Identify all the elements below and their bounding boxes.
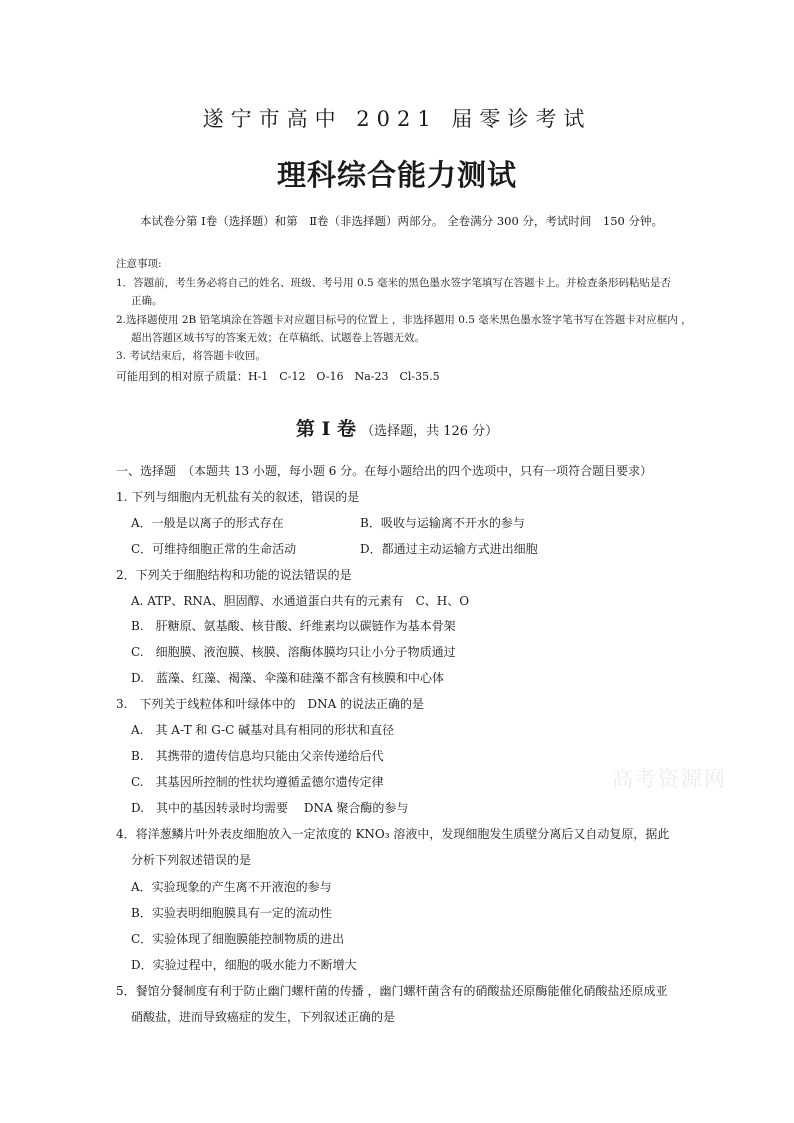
question-2-option-b: B. 肝糖原、氨基酸、核苷酸、纤维素均以碳链作为基本骨架: [131, 619, 456, 633]
notice-item-3: 3. 考试结束后，将答题卡收回。: [116, 350, 266, 362]
question-4-option-d: D．实验过程中，细胞的吸水能力不断增大: [131, 958, 357, 972]
question-3-option-c: C. 其基因所控制的性状均遵循孟德尔遗传定律: [131, 775, 384, 789]
notice-item-2: 2.选择题使用 2B 铅笔填涂在答题卡对应题目标号的位置上 ，非选择题用 0.5 毫米黑色墨水签字笔书写在答题卡对应框内 ，: [116, 314, 692, 326]
question-4-stem: 4．将洋葱鳞片叶外表皮细胞放入一定浓度的 KNO₃ 溶液中，发现细胞发生质壁分离后又自动复原，据此: [116, 827, 670, 841]
question-3-stem: 3. 下列关于线粒体和叶绿体中的 DNA 的说法正确的是: [116, 697, 425, 711]
question-1-option-c: C．可维持细胞正常的生命活动: [131, 542, 297, 556]
question-1-stem: 1. 下列与细胞内无机盐有关的叙述，错误的是: [116, 490, 360, 504]
question-1-option-a: A．一般是以离子的形式存在: [131, 516, 284, 530]
question-3-option-a: A. 其 A-T 和 G-C 碱基对具有相同的形状和直径: [131, 723, 395, 737]
question-2-option-c: C. 细胞膜、液泡膜、核膜、溶酶体膜均只让小分子物质通过: [131, 645, 456, 659]
section-title: [0, 414, 794, 441]
question-2-option-a: A. ATP、RNA、胆固醇、水通道蛋白共有的元素有 C、H、O: [131, 594, 470, 608]
watermark: 高考资源网: [612, 767, 727, 791]
exam-title: 遂宁市高中 2021 届零诊考试: [202, 107, 592, 131]
question-4-stem-continued: 分析下列叙述错误的是: [131, 853, 252, 867]
question-2-option-d: D. 蓝藻、红藻、褐藻、伞藻和硅藻不都含有核膜和中心体: [131, 671, 445, 685]
question-3-option-d: D. 其中的基因转录时均需要 DNA 聚合酶的参与: [131, 801, 409, 815]
section-title-sub: （选择题，共 126 分）: [361, 424, 499, 439]
section-title-main: 第 I 卷: [295, 418, 356, 440]
question-1-option-b: B．吸收与运输离不开水的参与: [360, 516, 525, 530]
notice-item-2-continued: 超出答题区域书写的答案无效；在草稿纸、试题卷上答题无效。: [131, 332, 425, 344]
question-5-stem: 5．餐馆分餐制度有利于防止幽门螺杆菌的传播 ，幽门螺杆菌含有的硝酸盐还原酶能催化硝酸盐还原成亚: [116, 984, 668, 998]
question-4-option-b: B．实验表明细胞膜具有一定的流动性: [131, 906, 332, 920]
notice-heading: 注意事项:: [116, 258, 162, 270]
notice-item-1: 1．答题前，考生务必将自己的姓名、班级、考号用 0.5 毫米的黑色墨水签字笔填写在答题卡上。并检查条形码粘贴是否: [116, 277, 672, 289]
notice-item-1-continued: 正确。: [131, 295, 163, 307]
question-3-option-b: B. 其携带的遗传信息均只能由父亲传递给后代: [131, 749, 384, 763]
question-5-stem-continued: 硝酸盐，进而导致癌症的发生，下列叙述正确的是: [131, 1010, 396, 1024]
question-4-option-c: C．实验体现了细胞膜能控制物质的进出: [131, 932, 345, 946]
exam-intro: 本试卷分第 Ⅰ卷（选择题）和第 Ⅱ卷（非选择题）两部分。 全卷满分 300 分，考试时间 150 分钟。: [140, 214, 664, 228]
question-2-stem: 2．下列关于细胞结构和功能的说法错误的是: [116, 568, 352, 582]
exam-subject-title: 理科综合能力测试: [276, 158, 517, 192]
question-1-option-d: D．都通过主动运输方式进出细胞: [360, 542, 538, 556]
question-4-option-a: A．实验现象的产生离不开液泡的参与: [131, 880, 332, 894]
atomic-masses: 可能用到的相对原子质量：H-1 C-12 O-16 Na-23 Cl-35.5: [116, 370, 440, 383]
section-instruction: 一、选择题 （本题共 13 小题，每小题 6 分。在每小题给出的四个选项中，只有一项符合题目要求）: [116, 464, 653, 478]
